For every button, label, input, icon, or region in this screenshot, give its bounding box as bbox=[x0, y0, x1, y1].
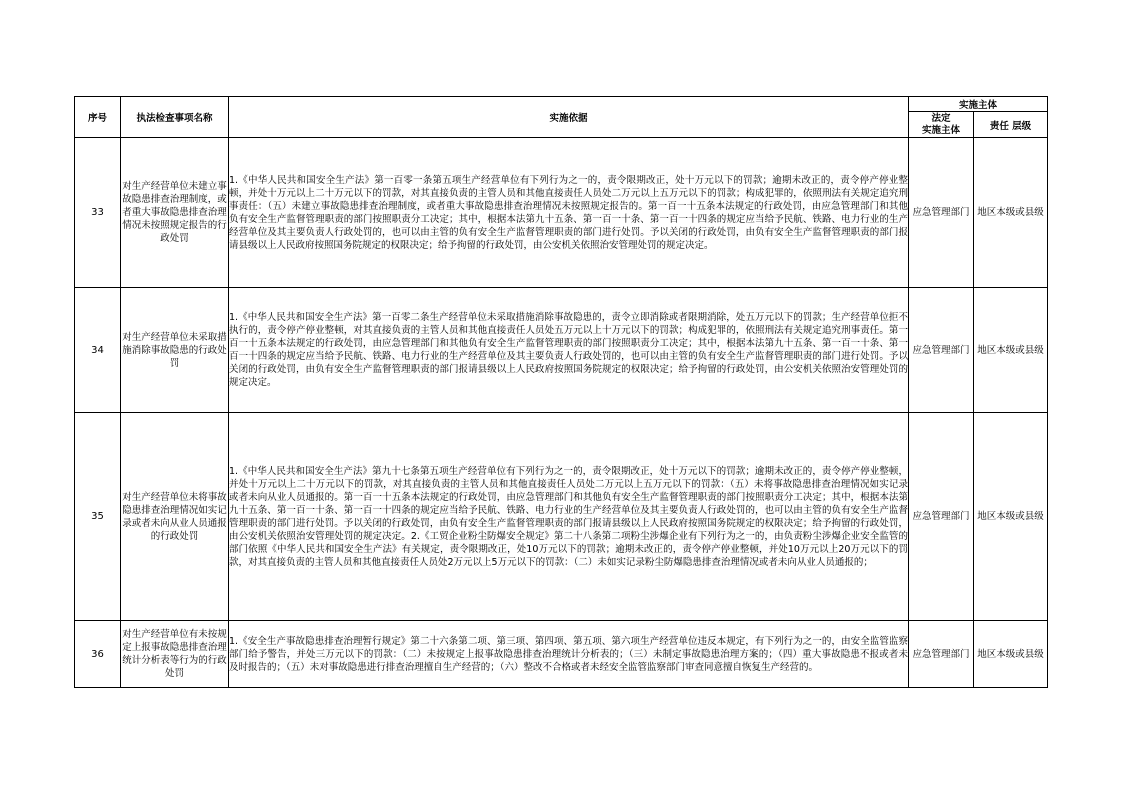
row-item-name: 对生产经营单位未建立事故隐患排查治理制度，或者重大事故隐患排查治理情况未按照规定报告的行政处罚 bbox=[121, 138, 229, 288]
table-row bbox=[75, 288, 1048, 413]
table-row bbox=[75, 138, 1048, 288]
row-seq: 34 bbox=[75, 288, 121, 413]
row-item-name: 对生产经营单位未将事故隐患排查治理情况如实记录或者未向从业人员通报的行政处罚 bbox=[121, 413, 229, 621]
row-legal-subject: 应急管理部门 bbox=[909, 288, 974, 413]
header-subject-group: 实施主体 bbox=[909, 97, 1048, 112]
row-basis: 1.《中华人民共和国安全生产法》第一百零一条第五项生产经营单位有下列行为之一的，责令限期改正，处十万元以下的罚款；逾期未改正的，责令停产停业整顿，并处十万元以上二十万元以下的罚款，对其直接负责的主管人员和其他直接责任人员处二万元以上五万元以下的罚款；构成犯罪的，依照刑法有关规定追究刑事责任：（五）未建立事故隐患排查治理制度，或者重大事故隐患排查治理情况未按照规定报告的。第一百一十五条本法规定的行政处罚，由应急管理部门和其他负有安全生产监督管理职责的部门按照职责分工决定；其中，根据本法第九十五条、第一百一十条、第一百一十四条的规定应当给予民航、铁路、电力行业的生产经营单位及其主要负责人行政处罚的，也可以由主管的负有安全生产监督管理职责的部门进行处罚。予以关闭的行政处罚，由负有安全生产监督管理职责的部门报请县级以上人民政府按照国务院规定的权限决定；给予拘留的行政处罚，由公安机关依照治安管理处罚的规定决定。 bbox=[229, 138, 909, 288]
row-responsibility-level: 地区本级或县级 bbox=[974, 621, 1048, 688]
header-item-name: 执法检查事项名称 bbox=[121, 97, 229, 138]
header-seq: 序号 bbox=[75, 97, 121, 138]
row-item-name: 对生产经营单位未采取措施消除事故隐患的行政处罚 bbox=[121, 288, 229, 413]
row-seq: 35 bbox=[75, 413, 121, 621]
enforcement-table bbox=[74, 96, 1048, 688]
header-responsibility-level: 责任 层级 bbox=[974, 112, 1048, 138]
row-legal-subject: 应急管理部门 bbox=[909, 621, 974, 688]
row-seq: 36 bbox=[75, 621, 121, 688]
row-basis: 1.《安全生产事故隐患排查治理暂行规定》第二十六条第二项、第三项、第四项、第五项、第六项生产经营单位违反本规定，有下列行为之一的，由安全监管监察部门给予警告，并处三万元以下的罚款：（二）未按规定上报事故隐患排查治理统计分析表的；（三）未制定事故隐患治理方案的；（四）重大事故隐患不报或者未及时报告的；（五）未对事故隐患进行排查治理擅自生产经营的；（六）整改不合格或者未经安全监管监察部门审查同意擅自恢复生产经营的。 bbox=[229, 621, 909, 688]
row-legal-subject: 应急管理部门 bbox=[909, 413, 974, 621]
row-basis: 1.《中华人民共和国安全生产法》第一百零二条生产经营单位未采取措施消除事故隐患的，责令立即消除或者限期消除，处五万元以下的罚款；生产经营单位拒不执行的，责令停产停业整顿，对其直接负责的主管人员和其他直接责任人员处五万元以上十万元以下的罚款；构成犯罪的，依照刑法有关规定追究刑事责任。第一百一十五条本法规定的行政处罚，由应急管理部门和其他负有安全生产监督管理职责的部门按照职责分工决定；其中，根据本法第九十五条、第一百一十条、第一百一十四条的规定应当给予民航、铁路、电力行业的生产经营单位及其主要负责人行政处罚的，也可以由主管的负有安全生产监督管理职责的部门进行处罚。予以关闭的行政处罚，由负有安全生产监督管理职责的部门报请县级以上人民政府按照国务院规定的权限决定；给予拘留的行政处罚，由公安机关依照治安管理处罚的规定决定。 bbox=[229, 288, 909, 413]
header-legal-subject: 法定 实施主体 bbox=[909, 112, 974, 138]
row-basis: 1.《中华人民共和国安全生产法》第九十七条第五项生产经营单位有下列行为之一的，责令限期改正，处十万元以下的罚款；逾期未改正的，责令停产停业整顿，并处十万元以上二十万元以下的罚款，对其直接负责的主管人员和其他直接责任人员处二万元以上五万元以下的罚款：（五）未将事故隐患排查治理情况如实记录或者未向从业人员通报的。第一百一十五条本法规定的行政处罚，由应急管理部门和其他负有安全生产监督管理职责的部门按照职责分工决定；其中，根据本法第九十五条、第一百一十条、第一百一十四条的规定应当给予民航、铁路、电力行业的生产经营单位及其主要负责人行政处罚的，也可以由主管的负有安全生产监督管理职责的部门进行处罚。予以关闭的行政处罚，由负有安全生产监督管理职责的部门报请县级以上人民政府按照国务院规定的权限决定；给予拘留的行政处罚，由公安机关依照治安管理处罚的规定决定。2.《工贸企业粉尘防爆安全规定》第二十八条第二项粉尘涉爆企业有下列行为之一的，由负责粉尘涉爆企业安全监管的部门依照《中华人民共和国安全生产法》有关规定，责令限期改正，处10万元以下的罚款；逾期未改正的，责令停产停业整顿，并处10万元以上20万元以下的罚款，对其直接负责的主管人员和其他直接责任人员处2万元以上5万元以下的罚款：（二）未如实记录粉尘防爆隐患排查治理情况或者未向从业人员通报的； bbox=[229, 413, 909, 621]
row-item-name: 对生产经营单位有未按规定上报事故隐患排查治理统计分析表等行为的行政处罚 bbox=[121, 621, 229, 688]
row-seq: 33 bbox=[75, 138, 121, 288]
table-row bbox=[75, 621, 1048, 688]
header-basis: 实施依据 bbox=[229, 97, 909, 138]
table-header bbox=[75, 97, 1048, 138]
table-row bbox=[75, 413, 1048, 621]
row-responsibility-level: 地区本级或县级 bbox=[974, 413, 1048, 621]
row-responsibility-level: 地区本级或县级 bbox=[974, 288, 1048, 413]
row-responsibility-level: 地区本级或县级 bbox=[974, 138, 1048, 288]
row-legal-subject: 应急管理部门 bbox=[909, 138, 974, 288]
